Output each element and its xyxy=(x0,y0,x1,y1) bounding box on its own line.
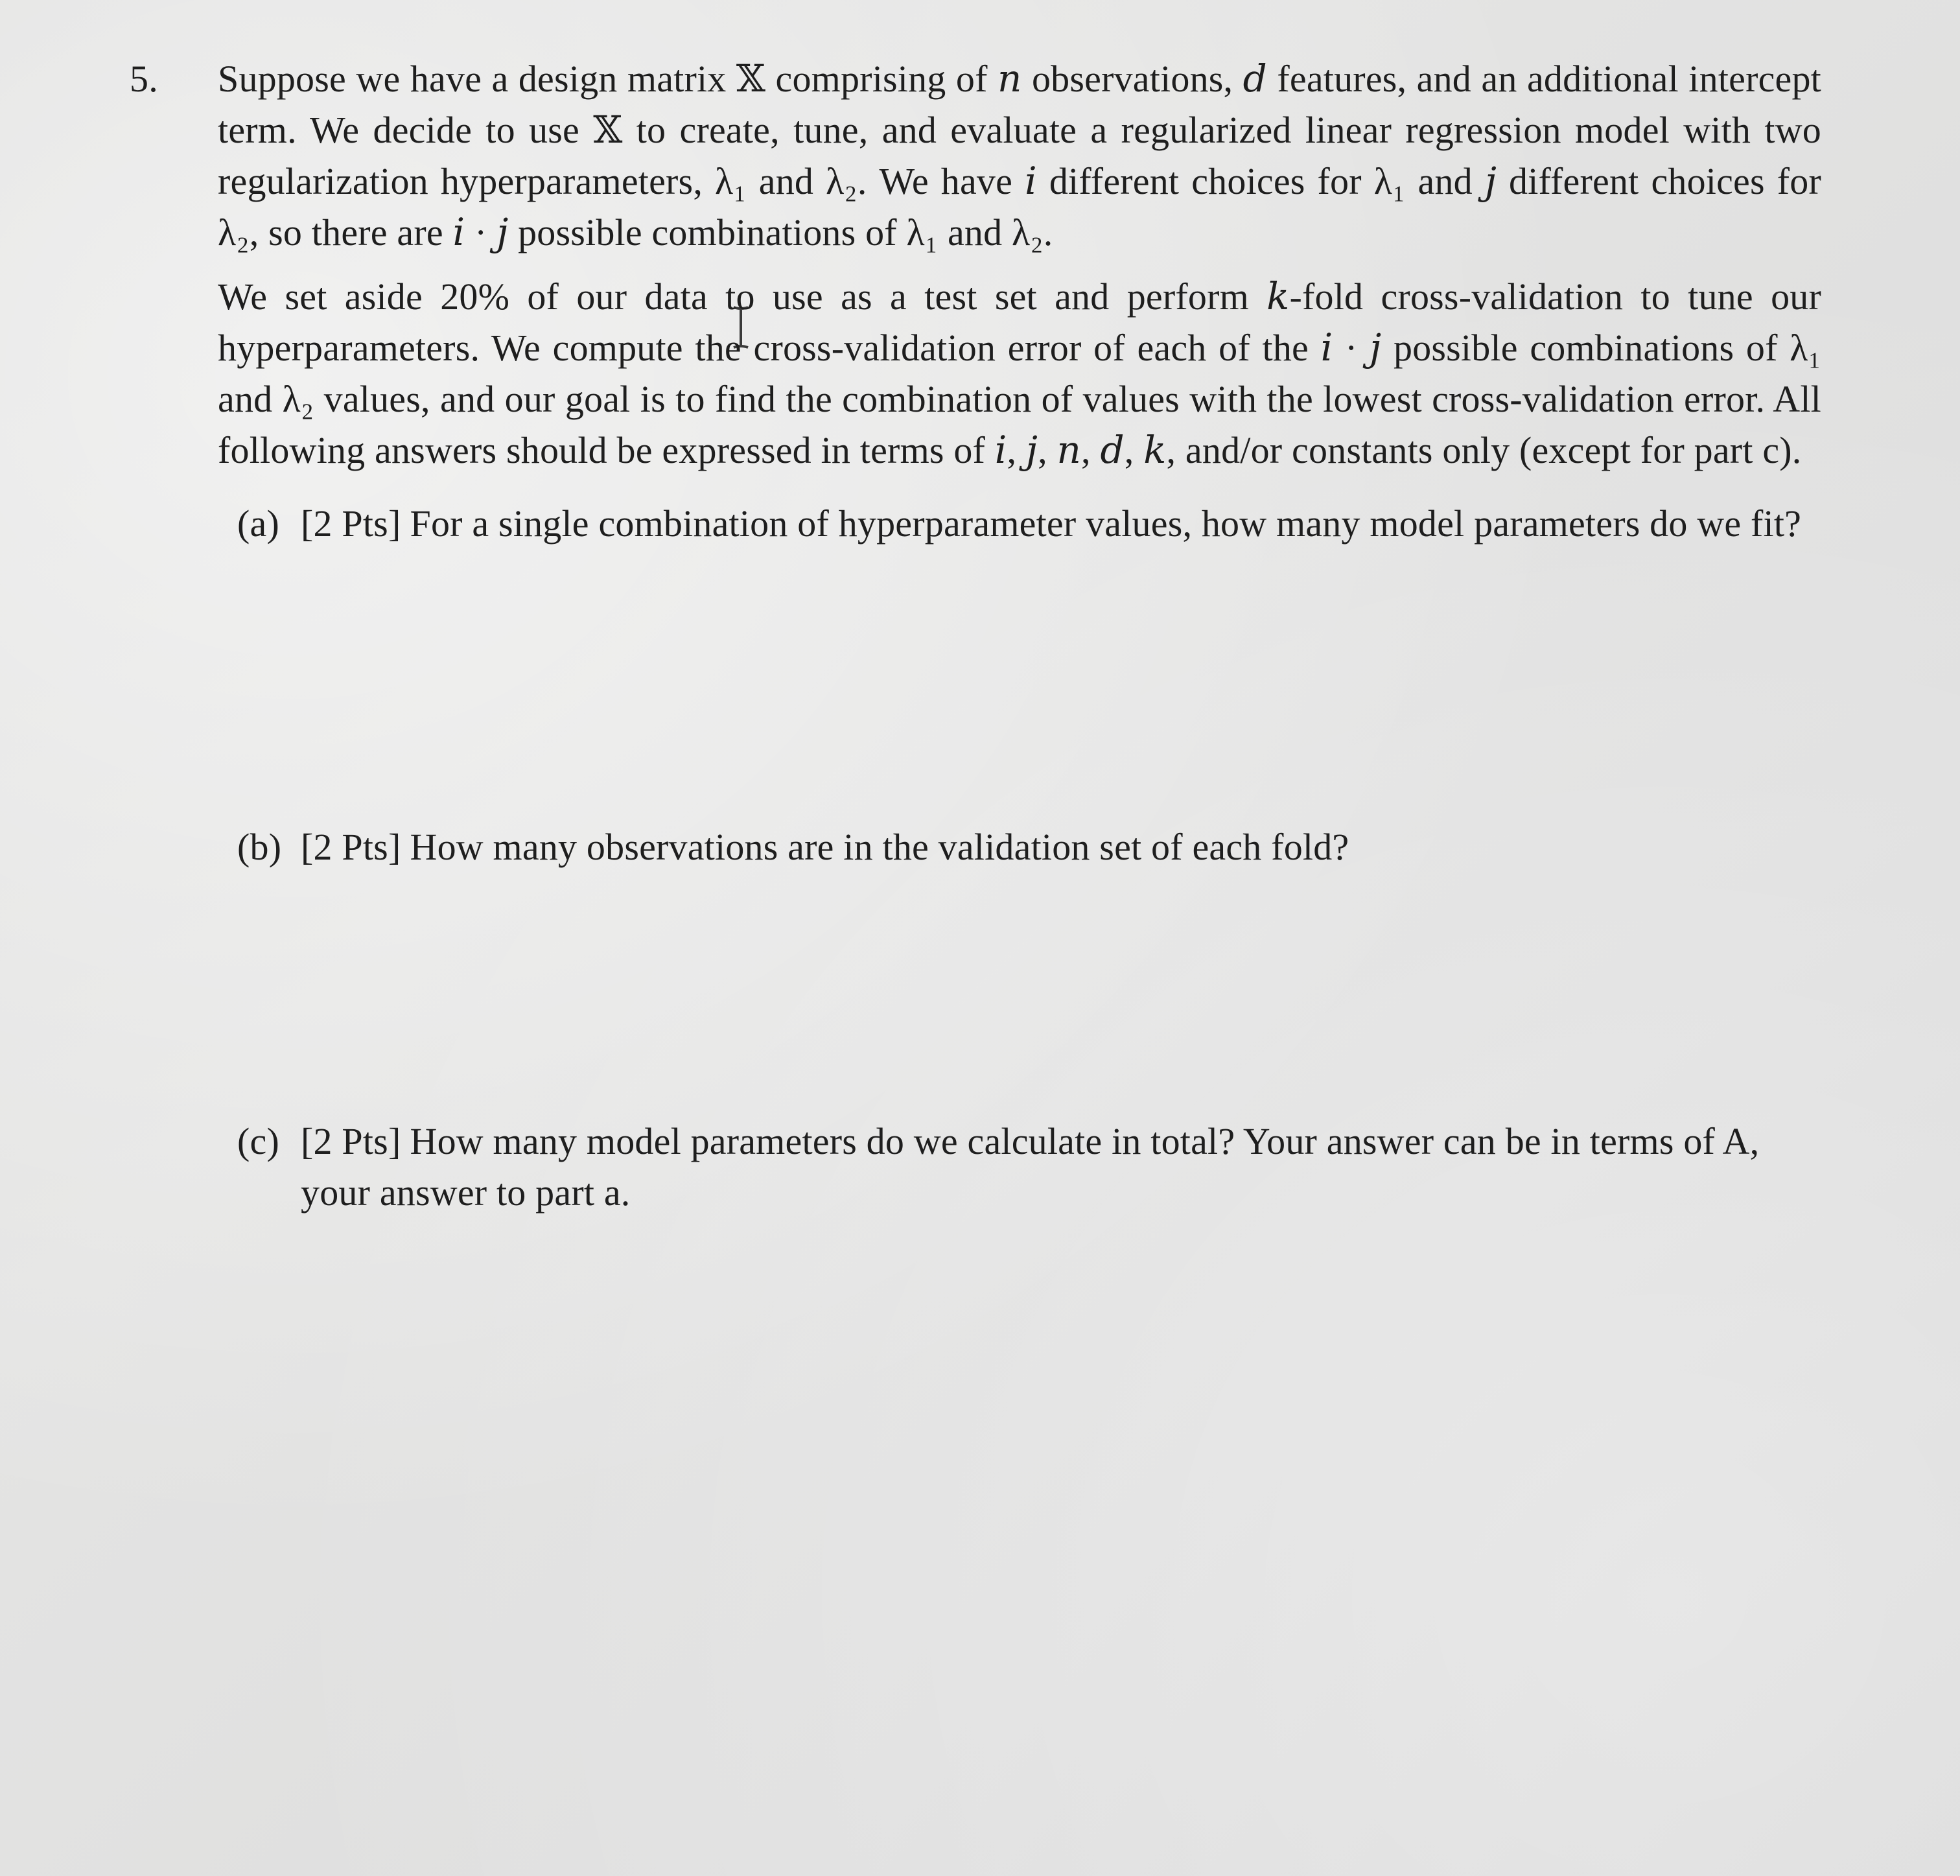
problem-number: 5. xyxy=(130,58,158,100)
subpart-question: For a single combination of hyperparameter values, how many model parameters do we fit? xyxy=(410,502,1802,545)
subparts-list xyxy=(130,498,1821,1218)
answer-space-a xyxy=(130,549,1821,821)
problem-5 xyxy=(130,53,1821,1218)
subpart-points: [2 Pts] xyxy=(301,502,401,545)
subpart-question: How many model parameters do we calculate in total? Your answer can be in terms of A, your answer to part a. xyxy=(301,1120,1760,1214)
subpart-b xyxy=(237,821,1821,873)
subpart-points: [2 Pts] xyxy=(301,826,401,868)
subpart-question: How many observations are in the validation set of each fold? xyxy=(410,826,1349,868)
subpart-c xyxy=(237,1116,1821,1218)
problem-method-paragraph: We set aside 20% of our data to use as a test set and perform 𝑘-fold cross-validation to tune our hyperparameters. We compute the cross-validation error of each of the 𝑖 · 𝑗 possible combinations of λ₁ and λ₂ values, and our goal is to find the combination of values with the lowest cross-validation error. All following answers should be expressed in terms of 𝑖, 𝑗, 𝑛, 𝑑, 𝑘, and/or constants only (except for part c). xyxy=(218,276,1822,471)
problem-setup-paragraph: Suppose we have a design matrix 𝕏 comprising of 𝑛 observations, 𝑑 features, and an additional intercept term. We decide to use 𝕏 to create, tune, and evaluate a regularized linear regression model with two regularization hyperparameters, λ₁ and λ₂. We have 𝑖 different choices for λ₁ and 𝑗 different choices for λ₂, so there are 𝑖 · 𝑗 possible combinations of λ₁ and λ₂. xyxy=(218,58,1821,253)
subpart-a xyxy=(237,498,1821,549)
subpart-label: (b) xyxy=(237,826,282,868)
answer-space-b xyxy=(130,873,1821,1116)
subpart-points: [2 Pts] xyxy=(301,1120,401,1162)
subpart-label: (a) xyxy=(237,502,279,545)
subpart-label: (c) xyxy=(237,1120,279,1162)
